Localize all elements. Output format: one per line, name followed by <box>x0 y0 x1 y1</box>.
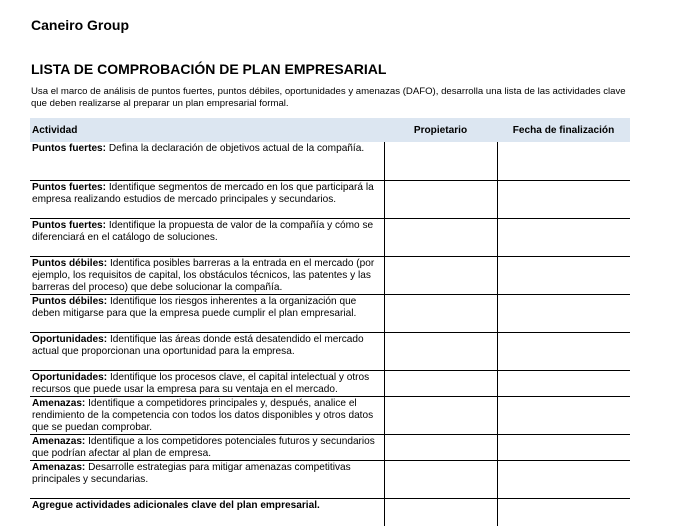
date-cell[interactable] <box>497 396 630 434</box>
date-cell[interactable] <box>497 218 630 256</box>
activity-cell <box>30 142 384 180</box>
activity-label: Puntos débiles: <box>32 295 108 307</box>
table-row <box>30 460 630 498</box>
table-row <box>30 180 630 218</box>
page-title: LISTA DE COMPROBACIÓN DE PLAN EMPRESARIAL <box>31 61 387 77</box>
owner-cell[interactable] <box>384 396 497 434</box>
table-row <box>30 294 630 332</box>
table-row <box>30 396 630 434</box>
activity-text: Identifique a los competidores potenciales futuros y secundarios que podrían afectar al plan de empresa. <box>32 435 375 459</box>
activity-cell <box>30 180 384 218</box>
activity-label: Amenazas: <box>32 435 86 447</box>
owner-cell[interactable] <box>384 218 497 256</box>
table-row <box>30 370 630 396</box>
owner-cell[interactable] <box>384 460 497 498</box>
date-cell[interactable] <box>497 294 630 332</box>
activity-text: Identifica posibles barreras a la entrada en el mercado (por ejemplo, los requisitos de capital, los obstáculos técnicos, las patentes y las barreras del proceso) que debe solucionar la compañía. <box>32 257 375 293</box>
checklist-table <box>30 118 630 526</box>
activity-cell <box>30 434 384 460</box>
owner-cell[interactable] <box>384 256 497 294</box>
activity-text: Desarrolle estrategias para mitigar amenazas competitivas principales y secundarias. <box>32 461 351 485</box>
activity-label: Agregue actividades adicionales clave del plan empresarial. <box>32 499 320 511</box>
table-row <box>30 142 630 180</box>
table-row <box>30 498 630 526</box>
date-cell[interactable] <box>497 256 630 294</box>
activity-cell <box>30 294 384 332</box>
activity-text: Identifique los riesgos inherentes a la organización que deben mitigarse para que la empresa puede cumplir el plan empresarial. <box>32 295 357 319</box>
intro-text: Usa el marco de análisis de puntos fuertes, puntos débiles, oportunidades y amenazas (DAFO), desarrolla una lista de las actividades clave que deben realizarse al preparar un plan empresarial formal. <box>31 86 626 109</box>
activity-label: Amenazas: <box>32 461 86 473</box>
header-completion-date: Fecha de finalización <box>512 124 615 136</box>
owner-cell[interactable] <box>384 180 497 218</box>
activity-cell <box>30 218 384 256</box>
activity-text: Identifique la propuesta de valor de la compañía y cómo se diferenciará en el catálogo de soluciones. <box>32 219 374 243</box>
activity-label: Puntos fuertes: <box>32 219 107 231</box>
activity-text: Identifique los procesos clave, el capital intelectual y otros recursos que puede usar la empresa para su ventaja en el mercado. <box>32 371 370 395</box>
activity-label: Oportunidades: <box>32 371 108 383</box>
owner-cell[interactable] <box>384 370 497 396</box>
date-cell[interactable] <box>497 460 630 498</box>
date-cell[interactable] <box>497 498 630 526</box>
table-row <box>30 434 630 460</box>
activity-cell <box>30 370 384 396</box>
activity-cell <box>30 396 384 434</box>
date-cell[interactable] <box>497 370 630 396</box>
owner-cell[interactable] <box>384 294 497 332</box>
owner-cell[interactable] <box>384 142 497 180</box>
header-activity: Actividad <box>32 124 78 136</box>
activity-label: Puntos fuertes: <box>32 143 107 154</box>
date-cell[interactable] <box>497 142 630 180</box>
activity-cell <box>30 498 384 526</box>
activity-text: Identifique las áreas donde está desatendido el mercado actual que proporcionan una oportunidad para la empresa. <box>32 333 364 357</box>
activity-cell <box>30 332 384 370</box>
table-header-row <box>30 118 630 142</box>
activity-cell <box>30 460 384 498</box>
activity-text: Identifique a competidores principales y, después, analice el rendimiento de la competencia con todos los datos disponibles y otros datos que se puedan comprobar. <box>32 397 374 433</box>
company-name: Caneiro Group <box>31 17 130 33</box>
activity-text: Identifique segmentos de mercado en los que participará la empresa realizando estudios de mercado principales y secundarios. <box>32 181 374 205</box>
activity-label: Puntos fuertes: <box>32 181 107 193</box>
owner-cell[interactable] <box>384 498 497 526</box>
activity-label: Puntos débiles: <box>32 257 108 269</box>
activity-text: Defina la declaración de objetivos actual de la compañía. <box>106 143 365 154</box>
table-row <box>30 332 630 370</box>
activity-label: Oportunidades: <box>32 333 108 345</box>
owner-cell[interactable] <box>384 332 497 370</box>
owner-cell[interactable] <box>384 434 497 460</box>
header-owner: Propietario <box>413 124 468 136</box>
activity-cell <box>30 256 384 294</box>
activity-label: Amenazas: <box>32 397 86 409</box>
date-cell[interactable] <box>497 332 630 370</box>
table-row <box>30 256 630 294</box>
date-cell[interactable] <box>497 180 630 218</box>
date-cell[interactable] <box>497 434 630 460</box>
table-row <box>30 218 630 256</box>
